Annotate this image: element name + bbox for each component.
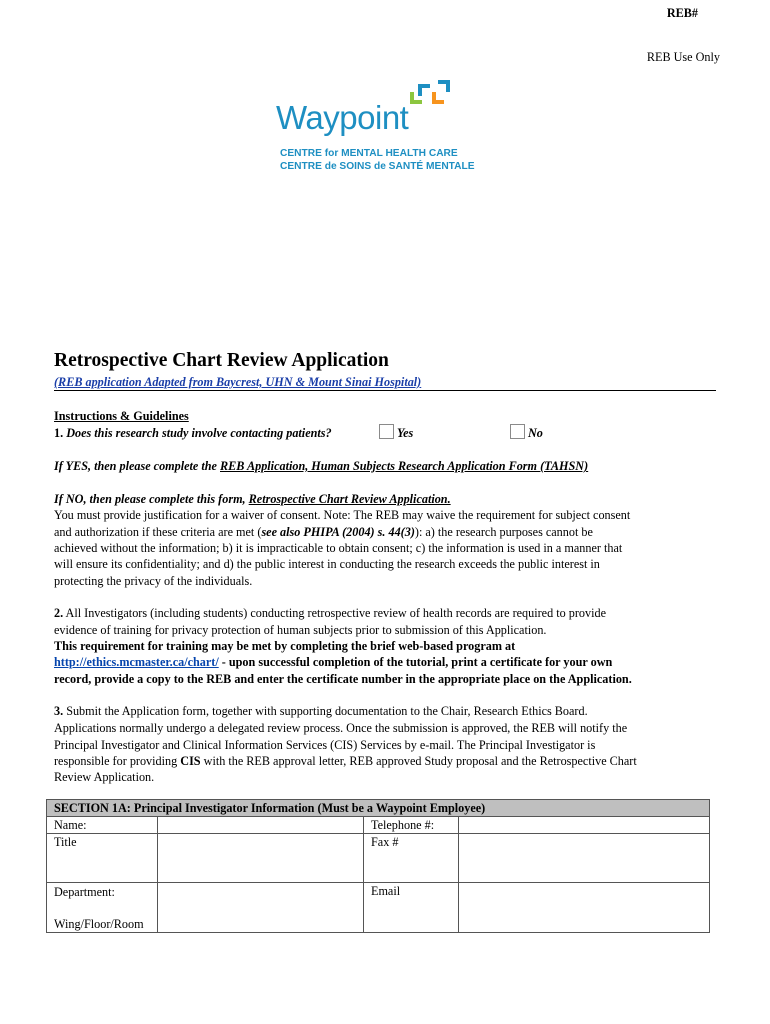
ethics-tutorial-link[interactable]: http://ethics.mcmaster.ca/chart/ — [54, 655, 219, 669]
section-1a-table — [46, 799, 710, 933]
item-3-number: 3. — [54, 704, 64, 718]
name-label: Name: — [47, 817, 158, 834]
document-subtitle: (REB application Adapted from Baycrest, UHN & Mount Sinai Hospital) — [54, 375, 422, 389]
title-field[interactable] — [158, 834, 364, 883]
title-row — [47, 834, 710, 883]
document-title: Retrospective Chart Review Application — [54, 350, 389, 371]
no-label: No — [528, 426, 543, 440]
if-no-instruction — [54, 491, 451, 507]
tahsn-form-link[interactable]: REB Application, Human Subjects Research Application Form (TAHSN) — [220, 459, 589, 473]
wing-floor-room-label: Wing/Floor/Room — [54, 917, 144, 931]
yes-label: Yes — [397, 426, 414, 440]
fax-field[interactable] — [459, 834, 710, 883]
email-field[interactable] — [459, 883, 710, 933]
waiver-line-2c: ): a) the research purposes cannot be — [414, 525, 593, 539]
item-2-line-2: evidence of training for privacy protection of human subjects prior to submission of this Application. — [54, 623, 547, 637]
q1-yes-option[interactable] — [379, 424, 413, 441]
item-2-number: 2. — [54, 606, 64, 620]
question-1 — [54, 425, 332, 441]
item-3-line-3: Principal Investigator and Clinical Information Services (CIS) Services by e-mail. The Principal Investigator is — [54, 738, 596, 752]
waiver-line-2 — [54, 524, 593, 540]
if-yes-prefix: If YES, then please complete the — [54, 459, 220, 473]
waiver-line-3: achieved without the information; b) it is impracticable to obtain consent; c) the information is used in a manner that — [54, 541, 623, 555]
phipa-reference: see also PHIPA (2004) s. 44(3) — [261, 525, 415, 539]
q1-text: Does this research study involve contacting patients? — [66, 426, 332, 440]
item-3-line-4 — [54, 753, 637, 769]
item-2-line-3: This requirement for training may be met by completing the brief web-based program at — [54, 639, 516, 653]
email-label: Email — [364, 883, 459, 933]
section-1a-heading: SECTION 1A: Principal Investigator Information (Must be a Waypoint Employee) — [47, 800, 710, 817]
item-2-line-5: record, provide a copy to the REB and enter the certificate number in the appropriate place on the Application. — [54, 672, 632, 686]
waiver-line-4: will ensure its confidentiality; and d) the public interest in conducting the research exceeds the public interest in — [54, 557, 600, 571]
logo-tagline-en: CENTRE for MENTAL HEALTH CARE — [280, 148, 458, 159]
reb-number-label: REB# — [666, 6, 698, 20]
q1-number: 1. — [54, 426, 64, 440]
waypoint-logo — [272, 78, 475, 174]
waiver-line-1: You must provide justification for a waiver of consent. Note: The REB may waive the requirement for subject consent — [54, 508, 631, 522]
title-label: Title — [47, 834, 158, 883]
no-checkbox[interactable] — [510, 424, 525, 439]
item-2-line-1 — [54, 605, 606, 621]
department-label: Department: — [54, 885, 115, 899]
waypoint-logo-mark-icon — [410, 78, 456, 118]
item-3-line-4c: with the REB approval letter, REB approved Study proposal and the Retrospective Chart — [200, 754, 637, 768]
name-row — [47, 817, 710, 834]
instructions-heading: Instructions & Guidelines — [54, 409, 189, 423]
yes-checkbox[interactable] — [379, 424, 394, 439]
logo-tagline-fr: CENTRE de SOINS de SANTÉ MENTALE — [280, 161, 475, 172]
department-field[interactable] — [158, 883, 364, 933]
reb-use-only-label: REB Use Only — [646, 50, 720, 64]
logo-wordmark: Waypoint — [276, 99, 409, 136]
section-1a-header-row — [47, 800, 710, 817]
chart-review-form-name: Retrospective Chart Review Application. — [248, 492, 451, 506]
telephone-field[interactable] — [459, 817, 710, 834]
name-field[interactable] — [158, 817, 364, 834]
department-wing-cell — [47, 883, 158, 933]
item-2-line-4-rest: - upon successful completion of the tutorial, print a certificate for your own — [218, 655, 613, 669]
cis-emphasis: CIS — [180, 754, 201, 768]
item-3-line-4a: responsible for providing — [54, 754, 181, 768]
title-divider — [54, 390, 716, 391]
if-no-prefix: If NO, then please complete this form, — [54, 492, 249, 506]
item-2-line-4 — [54, 654, 612, 670]
item-3-line-5: Review Application. — [54, 770, 155, 784]
telephone-label: Telephone #: — [364, 817, 459, 834]
item-3-line-1 — [54, 703, 588, 719]
waiver-line-2a: and authorization if these criteria are met ( — [54, 525, 262, 539]
department-row — [47, 883, 710, 933]
if-yes-instruction — [54, 458, 588, 474]
item-3-line-2: Applications normally undergo a delegated review process. Once the submission is approved, the REB will notify the — [54, 721, 628, 735]
waiver-line-5: protecting the privacy of the individuals. — [54, 574, 253, 588]
item-2-text: All Investigators (including students) conducting retrospective review of health records are required to provide — [63, 606, 606, 620]
fax-label: Fax # — [364, 834, 459, 883]
item-3-text: Submit the Application form, together with supporting documentation to the Chair, Research Ethics Board. — [63, 704, 588, 718]
q1-no-option[interactable] — [510, 424, 543, 441]
